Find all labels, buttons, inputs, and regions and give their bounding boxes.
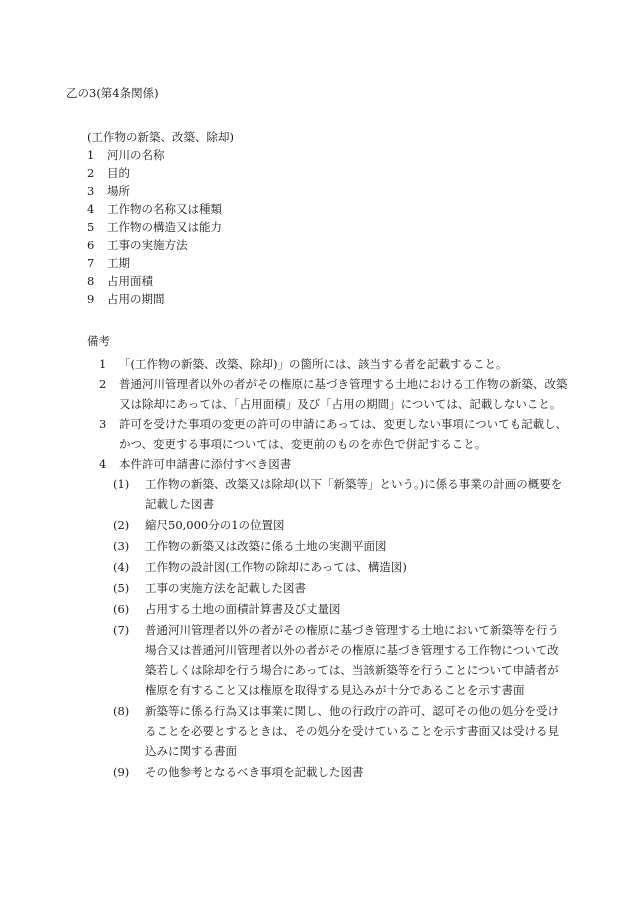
attachment-text: 工作物の設計図(工作物の除却にあっては、構造図) [145,560,407,574]
item-text: 場所 [107,184,130,198]
list-item [87,236,570,254]
list-item [87,254,570,272]
item-list [66,146,570,308]
attachment-number: (9) [113,765,130,779]
attachment-text: 工作物の新築、改築又は除却(以下「新築等」という。)に係る事業の計画の概要を記載した図書 [145,477,563,511]
list-item [87,200,570,218]
attachment-item [113,762,569,782]
item-text: 工作物の構造又は能力 [107,220,222,234]
item-number: 4 [87,202,95,216]
item-text: 目的 [107,166,130,180]
attachment-item [113,599,569,619]
attachment-number: (6) [113,602,130,616]
list-item [87,146,570,164]
attachment-number: (2) [113,518,130,532]
item-text: 河川の名称 [107,148,165,162]
item-text: 占用面積 [107,274,153,288]
note-number: 3 [99,417,107,431]
note-text: 普通河川管理者以外の者がその権原に基づき管理する土地における工作物の新築、改築又は除却にあっては、「占用面積」及び「占用の期間」については、記載しないこと。 [119,377,568,411]
attachment-item [113,557,569,577]
note-item [99,414,569,454]
notes-title: 備考 [87,334,110,348]
item-number: 2 [87,166,95,180]
note-text: 許可を受けた事項の変更の許可の申請にあっては、変更しない事項についても記載し、かつ、変更する事項については、変更前のものを赤色で併記すること。 [119,417,568,451]
item-number: 9 [87,292,95,306]
attachment-text: 普通河川管理者以外の者がその権原に基づき管理する土地において新築等を行う場合又は普通河川管理者以外の者がその権原に基づき管理する工作物について改築若しくは除却を行う場合にあっては、当該新築等を行うことについて申請者が権原を有すること又は権原を取得する見込みが十分であることを示す書面 [145,623,559,697]
list-item [87,290,570,308]
list-item [87,164,570,182]
item-text: 占用の期間 [107,292,165,306]
attachment-item [113,620,569,700]
attachment-number: (5) [113,581,130,595]
note-number: 1 [99,357,107,371]
attachment-item [113,578,569,598]
notes-section [66,332,570,782]
item-number: 1 [87,148,95,162]
attachment-number: (1) [113,477,130,491]
attachment-item [113,536,569,556]
attachment-text: 工作物の新築又は改築に係る土地の実測平面図 [145,539,387,553]
attachment-number: (4) [113,560,130,574]
note-number: 4 [99,457,107,471]
item-text: 工作物の名称又は種類 [107,202,222,216]
section-heading: (工作物の新築、改築、除却) [87,130,234,144]
attachment-text: 縮尺50,000分の1の位置図 [145,518,285,532]
attachment-number: (7) [113,623,130,637]
form-title: 乙の3(第4条関係) [66,86,159,100]
attachment-text: その他参考となるべき事項を記載した図書 [145,765,364,779]
attachment-item [113,474,569,514]
note-text: 本件許可申請書に添付すべき図書 [119,457,292,471]
note-number: 2 [99,377,107,391]
attachment-text: 新築等に係る行為又は事業に関し、他の行政庁の許可、認可その他の処分を受けることを必要とするときは、その処分を受けていることを示す書面又は受ける見込みに関する書面 [145,704,559,758]
attachment-number: (3) [113,539,130,553]
note-item [99,354,569,374]
attachment-number: (8) [113,704,130,718]
attachment-item [113,515,569,535]
list-item [87,272,570,290]
item-number: 3 [87,184,95,198]
item-number: 5 [87,220,95,234]
item-number: 7 [87,256,95,270]
attachment-item [113,701,569,761]
attachment-text: 占用する土地の面積計算書及び丈量図 [145,602,341,616]
note-text: 「(工作物の新築、改築、除却)」の箇所には、該当する者を記載すること。 [119,357,508,371]
note-item [99,374,569,414]
item-number: 8 [87,274,95,288]
item-number: 6 [87,238,95,252]
item-text: 工期 [107,256,130,270]
list-item [87,182,570,200]
item-text: 工事の実施方法 [107,238,188,252]
list-item [87,218,570,236]
attachment-text: 工事の実施方法を記載した図書 [145,581,306,595]
note-item [99,454,569,474]
